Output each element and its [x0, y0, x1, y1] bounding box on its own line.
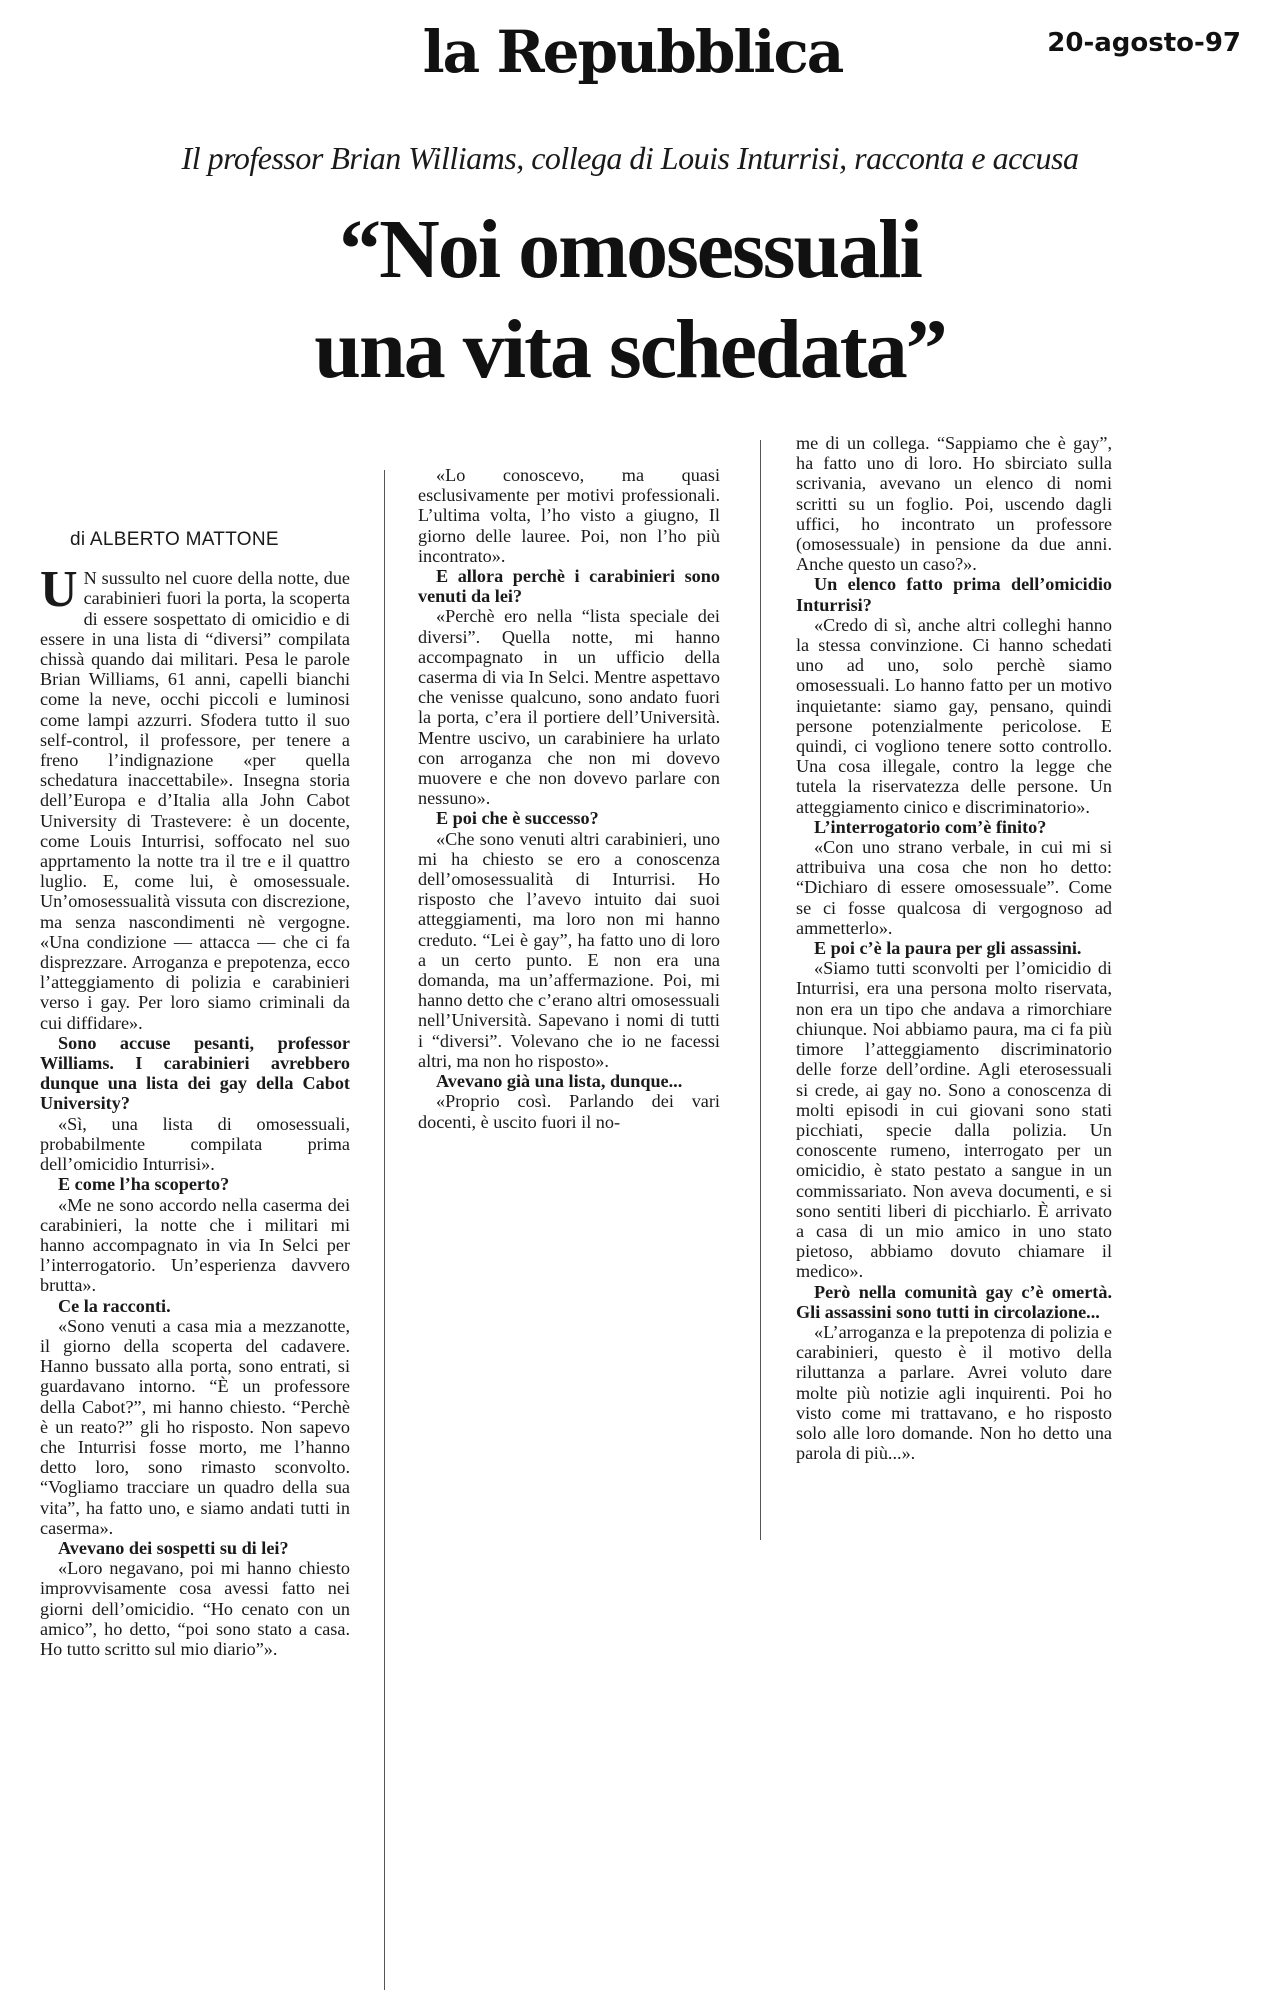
byline: di ALBERTO MATTONE — [70, 530, 279, 550]
interview-answer: «Loro negavano, poi mi hanno chiesto improvvisamente cosa avessi fatto nei giorni dell’omicidio. “Ho cenato con un amico”, ho detto, “poi sono stato a casa. Ho tutto scritto sul mio diario”». — [40, 1558, 350, 1659]
interview-answer: «Sì, una lista di omosessuali, probabilmente compilata prima dell’omicidio Inturrisi». — [40, 1113, 350, 1175]
interview-answer: «Che sono venuti altri carabinieri, uno mi ha chiesto se ero a conoscenza dell’omosessualità di Inturrisi. Ho risposto che l’avevo intuito dai suoi atteggiamenti, ma loro non mi hanno creduto. “Lei è gay”, ha fatto uno di loro a un certo punto. E non era una domanda, ma un’affermazione. Poi, mi hanno detto che c’erano altri omosessuali nell’Università. Sapevano i nomi di tutti i “diversi”. Volevano che io ne facessi altri, ma non ho risposto». — [418, 828, 720, 1071]
interview-question: Avevano già una lista, dunque... — [436, 1071, 683, 1092]
interview-answer: «Con uno strano verbale, in cui mi si attribuiva una cosa che non ho detto: “Dichiaro di essere omosessuale”. Come se ci fosse qualcosa di vergognoso ad ammetterlo». — [796, 837, 1112, 938]
article-column-3 — [796, 433, 1112, 1853]
interview-question: L’interrogatorio com’è finito? — [814, 816, 1047, 837]
interview-question: Un elenco fatto prima dell’omicidio Inturrisi? — [796, 574, 1112, 615]
headline — [150, 200, 1110, 400]
interview-question: Sono accuse pesanti, professor Williams. I carabinieri avrebbero dunque una lista dei gay della Cabot University? — [40, 1032, 350, 1114]
interview-answer: «Perchè ero nella “lista speciale dei diversi”. Quella notte, mi hanno accompagnato in un ufficio della caserma di via In Selci. Mentre aspettavo che venisse qualcuno, sono andato fuori la porta, c’era il portiere dell’Università. Mentre uscivo, un carabiniere ha urlato con arroganza che non mi dovevo muovere e che non dovevo parlare con nessuno». — [418, 606, 720, 809]
interview-answer: «Proprio così. Parlando dei vari docenti, è uscito fuori il no- — [418, 1091, 720, 1132]
interview-answer: «Credo di sì, anche altri colleghi hanno la stessa convinzione. Ci hanno schedati uno ad uno, solo perchè siamo omosessuali. Lo hanno fatto per un motivo inquietante: siamo gay, pensano, quindi persone potenzialmente pericolose. E quindi, ci vogliono tenere sotto controllo. Una cosa illegale, contro la legge che tutela la riservatezza delle persone. Un atteggiamento cinico e discriminatorio». — [796, 614, 1112, 817]
interview-answer: me di un collega. “Sappiamo che è gay”, ha fatto uno di loro. Ho sbirciato sulla scrivania, avevano un elenco di nomi scritti su un foglio. Poi, uscendo dagli uffici, ho incontrato un professore (omosessuale) in pensione da due anni. Anche questo un caso?». — [796, 433, 1112, 575]
headline-line-1: “Noi omosessuali — [339, 203, 921, 296]
interview-answer: «Lo conoscevo, ma quasi esclusivamente per motivi professionali. L’ultima volta, l’ho visto a giugno, Il giorno delle lauree. Poi, non l’ho più incontrato». — [418, 465, 720, 566]
headline-line-2: una vita schedata” — [314, 303, 946, 396]
column-rule — [384, 470, 385, 1990]
interview-question: E poi che è successo? — [436, 808, 599, 829]
masthead: la Repubblica — [422, 18, 843, 86]
interview-question: Avevano dei sospetti su di lei? — [58, 1537, 289, 1558]
publication-date: 20-agosto-97 — [1047, 28, 1241, 58]
interview-question: E come l’ha scoperto? — [58, 1174, 230, 1195]
interview-question: E allora perchè i carabinieri sono venuti da lei? — [418, 566, 720, 607]
article-column-2 — [418, 465, 720, 1395]
paragraph-text: N sussulto nel cuore della notte, due carabinieri fuori la porta, la scoperta di essere sospettato di omicidio e di essere in una lista di “diversi” compilata chissà quando dai militari. Pesa le parole Brian Williams, 61 anni, capelli bianchi come la neve, occhi piccoli e luminosi come lampi azzurri. Sfodera tutto il suo self-control, il professore, per tenere a freno l’indignazione «per quella schedatura inaccettabile». Insegna storia dell’Europa e d’Italia alla John Cabot University di Trastevere: è un docente, come Louis Inturrisi, soffocato nel suo apprtamento la notte tra il tre e il quattro luglio. E, come lui, è omosessuale. Un’omosessualità vissuta con discrezione, ma senza nascondimenti nè vergogne. «Una condizione — attacca — che ci fa disprezzare. Arroganza e prepotenza, ecco l’atteggiamento di polizia e carabinieri verso i gay. Per loro siamo criminali da cui diffidare». — [40, 568, 350, 1033]
interview-answer: «Me ne sono accordo nella caserma dei carabinieri, la notte che i militari mi hanno accompagnato in via In Selci per l’interrogatorio. Un’esperienza davvero brutta». — [40, 1194, 350, 1296]
interview-answer: «Siamo tutti sconvolti per l’omicidio di Inturrisi, era una persona molto riservata, non era un tipo che andava a rimorchiare chiunque. Noi abbiamo paura, ma ci fa più timore l’atteggiamento discriminatorio delle forze dell’ordine. Agli eterosessuali si crede, ai gay no. Sono a conoscenza di molti episodi in cui giovani sono stati picchiati, specie dalla polizia. Un conoscente rumeno, interrogato per un omicidio, è stato pestato a sangue in un commissariato. Non aveva documenti, e si sono sentiti liberi di picchiarlo. È arrivato a casa di un mio amico in uno stato pietoso, abbiamo dovuto chiamare il medico». — [796, 958, 1112, 1282]
drop-cap: U — [40, 561, 78, 619]
interview-answer: «Sono venuti a casa mia a mezzanotte, il giorno della scoperta del cadavere. Hanno bussato alla porta, sono entrati, si guardavano intorno. “È un professore della Cabot?”, mi hanno chiesto. “Perchè è un reato?” gli ho risposto. Non sapevo che Inturrisi fosse morto, me l’hanno detto loro, sono rimasto sconvolto. “Vogliamo tracciare un quadro della sua vita”, ha fatto uno, e siamo andati tutti in caserma». — [40, 1315, 350, 1538]
interview-question: Ce la racconti. — [58, 1295, 171, 1316]
kicker: Il professor Brian Williams, collega di Louis Inturrisi, racconta e accusa — [181, 140, 1079, 176]
interview-question: Però nella comunità gay c’è omertà. Gli assassini sono tutti in circolazione... — [796, 1281, 1112, 1322]
interview-answer: «L’arroganza e la prepotenza di polizia e carabinieri, questo è il motivo della riluttanza a parlare. Avrei voluto dare molte più notizie agli inquirenti. Poi ho visto come mi trattavano, e ho risposto solo alle loro domande. Non ho detto una parola di più...». — [796, 1321, 1112, 1464]
column-rule — [760, 440, 761, 1540]
article-column-1 — [40, 530, 350, 1990]
interview-question: E poi c’è la paura per gli assassini. — [814, 938, 1082, 959]
lead-paragraph — [40, 561, 350, 1033]
